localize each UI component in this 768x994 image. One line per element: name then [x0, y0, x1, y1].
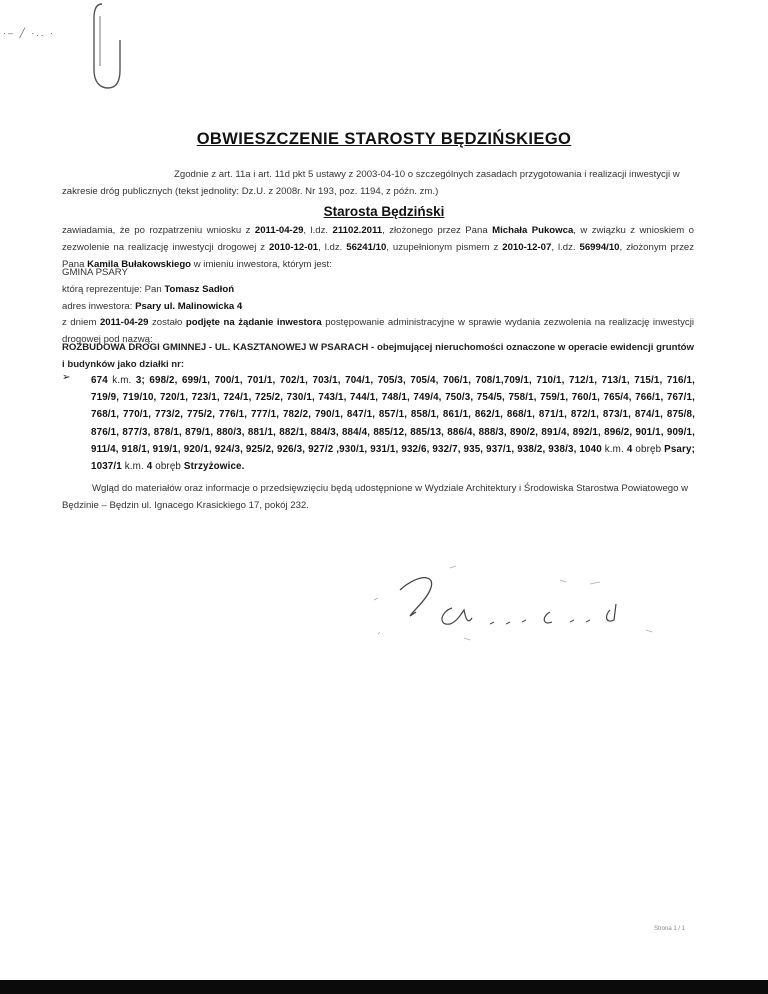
- legal-basis: Zgodnie z art. 11a i art. 11d pkt 5 ustawy z 2003-04-10 o szczególnych zasadach przygotowania i realizacji inwestycji w zakresie dróg publicznych (tekst jednolity: Dz.U. z 2008r. Nr 193, poz. 1194, z późn. zm.): [62, 169, 680, 197]
- plot-list: 674 k.m. 3; 698/2, 699/1, 700/1, 701/1, 702/1, 703/1, 704/1, 705/3, 705/4, 706/1, 708/1,709/1, 710/1, 712/1, 713/1, 715/1, 716/1, 719/9, 719/10, 720/1, 723/1, 724/1, 725/2, 730/1, 743/1, 744/1, 748/1, 749/4, 750/3, 754/5, 758/1, 759/1, 760/1, 765/4, 766/1, 767/1, 768/1, 770/1, 773/2, 775/2, 776/1, 777/1, 782/2, 790/1, 847/1, 857/1, 858/1, 861/1, 862/1, 868/1, 871/1, 872/1, 873/1, 874/1, 875/8, 876/1, 877/3, 878/1, 879/1, 880/3, 881/1, 882/1, 884/3, 884/4, 885/12, 885/13, 886/4, 888/3, 890/2, 891/4, 892/1, 896/2, 901/1, 909/1, 911/4, 918/1, 919/1, 920/1, 924/3, 925/2, 926/3, 927/2 ,930/1, 931/1, 932/6, 932/7, 935, 937/1, 938/2, 938/3, 1040 k.m. 4 obręb Psary; 1037/1 k.m. 4 obręb Strzyżowice.: [91, 375, 695, 473]
- investor-address: adres inwestora: Psary ul. Malinowicka 4: [62, 301, 243, 312]
- page-title: OBWIESZCZENIE STAROSTY BĘDZIŃSKIEGO: [196, 130, 572, 148]
- notice-paragraph: zawiadamia, że po rozpatrzeniu wniosku z 2011-04-29, l.dz. 21102.2011, złożonego przez Pana Michała Pukowca, w związku z wnioskiem o zezwolenie na realizację inwestycji drogowej z 2010-12-01, l.dz. 56241/10, uzupełnionym pismem z 2010-12-07, l.dz. 56994/10, złożonym przez Pana Kamila Bułakowskiego w imieniu inwestora, którym jest:: [62, 225, 695, 270]
- paperclip-mark: [80, 0, 140, 95]
- proceedings-paragraph: z dniem 2011-04-29 zostało podjęte na żądanie inwestora postępowanie administracyjne w sprawie wydania zezwolenia na realizację inwestycji drogowej pod nazwą:: [62, 317, 694, 345]
- page-number: Strona 1 / 1: [654, 926, 686, 932]
- investment-name: ROZBUDOWA DROGI GMINNEJ - UL. KASZTANOWEJ W PSARACH - obejmującej nieruchomości oznaczone w operacie ewidencji gruntów i budynków jako działki nr:: [62, 342, 694, 370]
- scan-artifact: ·– ╱ ·.. ·: [3, 28, 55, 38]
- scan-bottom-edge: [0, 980, 768, 994]
- handwritten-signature: [360, 560, 680, 670]
- investor-representative: którą reprezentuje: Pan Tomasz Sadłoń: [62, 284, 235, 295]
- investor-name: GMINA PSARY: [62, 267, 128, 278]
- authority-heading: Starosta Będziński: [323, 204, 445, 219]
- arrow-bullet-icon: ➢: [62, 372, 71, 383]
- access-info: Wgląd do materiałów oraz informacje o przedsięwzięciu będą udostępnione w Wydziale Architektury i Środowiska Starostwa Powiatowego w Będzinie – Będzin ul. Ignacego Krasickiego 17, pokój 232.: [62, 483, 689, 511]
